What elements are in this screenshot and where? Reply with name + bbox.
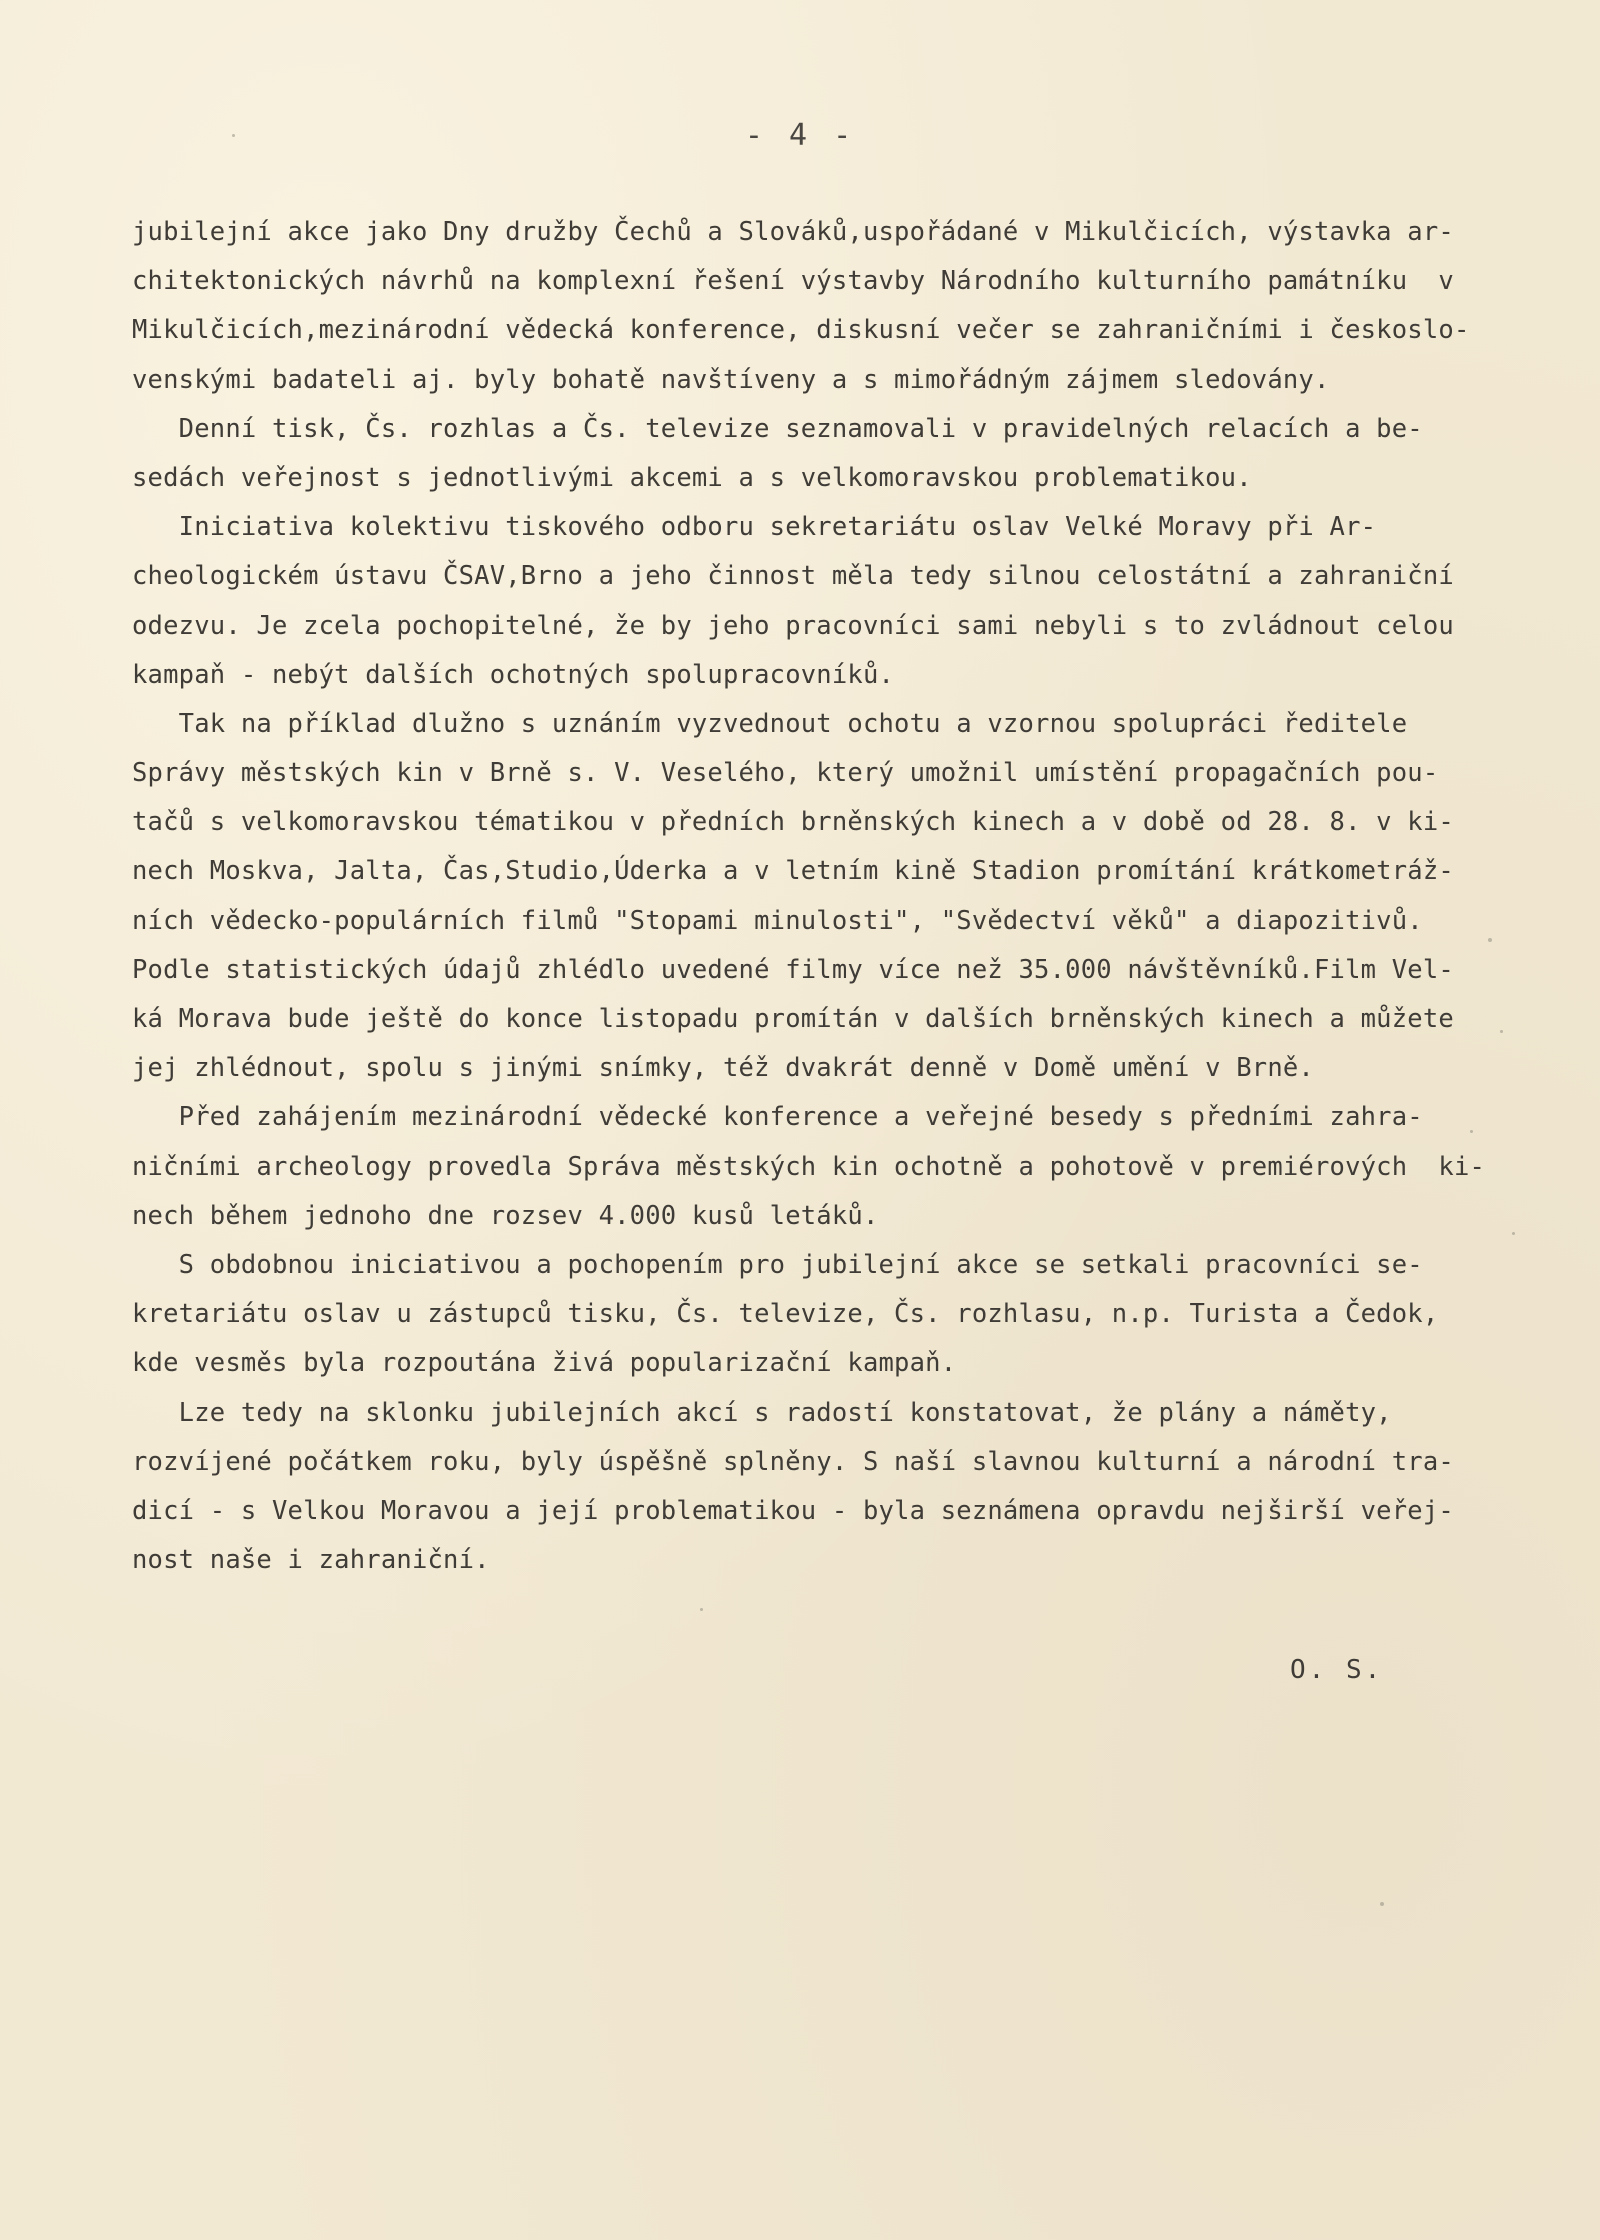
text-line: ních vědecko-populárních filmů "Stopami minulosti", "Svědectví věků" a diapozitivů.: [132, 905, 1423, 936]
page-number: - 4 -: [744, 118, 856, 153]
text-line: S obdobnou iniciativou a pochopením pro jubilejní akce se setkali pracovníci se-: [132, 1249, 1423, 1280]
paper-speck: [700, 1608, 703, 1611]
text-line: kde vesměs byla rozpoutána živá popularizační kampaň.: [132, 1348, 957, 1379]
text-line: cheologickém ústavu ČSAV,Brno a jeho činnost měla tedy silnou celostátní a zahraniční: [132, 561, 1454, 592]
text-line: Správy městských kin v Brně s. V. Veselého, který umožnil umístění propagačních pou-: [132, 758, 1439, 789]
text-line: ká Morava bude ještě do konce listopadu promítán v dalších brněnských kinech a můžete: [132, 1004, 1454, 1034]
text-line: rozvíjené počátkem roku, byly úspěšně splněny. S naší slavnou kulturní a národní tra-: [132, 1446, 1454, 1477]
text-line: chitektonických návrhů na komplexní řešení výstavby Národního kulturního památníku v: [132, 266, 1454, 297]
text-line: Před zahájením mezinárodní vědecké konference a veřejné besedy s předními zahra-: [132, 1102, 1423, 1133]
paper-speck: [1500, 1030, 1503, 1033]
paper-speck: [232, 134, 235, 137]
text-line: tačů s velkomoravskou tématikou v předních brněnských kinech a v době od 28. 8. v ki-: [132, 807, 1454, 838]
paper-speck: [1470, 1130, 1473, 1133]
text-line: nost naše i zahraniční.: [132, 1545, 490, 1576]
text-line: Tak na příklad dlužno s uznáním vyzvednout ochotu a vzornou spolupráci ředitele: [132, 708, 1408, 739]
paper-speck: [1512, 1232, 1515, 1235]
text-line: venskými badateli aj. byly bohatě navštíveny a s mimořádným zájmem sledovány.: [132, 364, 1330, 395]
paper-speck: [1488, 938, 1492, 942]
text-line: jej zhlédnout, spolu s jinými snímky, též dvakrát denně v Domě umění v Brně.: [132, 1053, 1314, 1084]
text-line: Podle statistických údajů zhlédlo uvedené filmy více než 35.000 návštěvníků.Film Vel-: [132, 954, 1454, 985]
text-line: kampaň - nebýt dalších ochotných spolupracovníků.: [132, 659, 895, 690]
text-line: Mikulčicích,mezinárodní vědecká konference, diskusní večer se zahraničními i českoslo-: [132, 315, 1470, 346]
text-line: dicí - s Velkou Moravou a její problematikou - byla seznámena opravdu nejširší veřej-: [132, 1495, 1454, 1526]
text-line: Denní tisk, Čs. rozhlas a Čs. televize seznamovali v pravidelných relacích a be-: [132, 413, 1423, 444]
signature-initials: O. S.: [1290, 1655, 1384, 1685]
text-line: ničními archeology provedla Správa městských kin ochotně a pohotově v premiérových ki-: [132, 1151, 1486, 1182]
paper-speck: [1380, 1902, 1384, 1906]
text-line: Lze tedy na sklonku jubilejních akcí s radostí konstatovat, že plány a náměty,: [132, 1397, 1392, 1428]
body-text: [132, 208, 1486, 1585]
text-line: Iniciativa kolektivu tiskového odboru sekretariátu oslav Velké Moravy při Ar-: [132, 512, 1377, 543]
text-line: odezvu. Je zcela pochopitelné, že by jeho pracovníci sami nebyli s to zvládnout celou: [132, 610, 1454, 641]
text-line: jubilejní akce jako Dny družby Čechů a Slováků,uspořádané v Mikulčicích, výstavka ar-: [132, 217, 1454, 247]
text-line: kretariátu oslav u zástupců tisku, Čs. televize, Čs. rozhlasu, n.p. Turista a Čedok,: [132, 1299, 1439, 1330]
text-line: nech během jednoho dne rozsev 4.000 kusů letáků.: [132, 1200, 879, 1231]
text-line: sedách veřejnost s jednotlivými akcemi a s velkomoravskou problematikou.: [132, 462, 1252, 493]
text-line: nech Moskva, Jalta, Čas,Studio,Úderka a v letním kině Stadion promítání krátkometráž-: [132, 856, 1454, 887]
